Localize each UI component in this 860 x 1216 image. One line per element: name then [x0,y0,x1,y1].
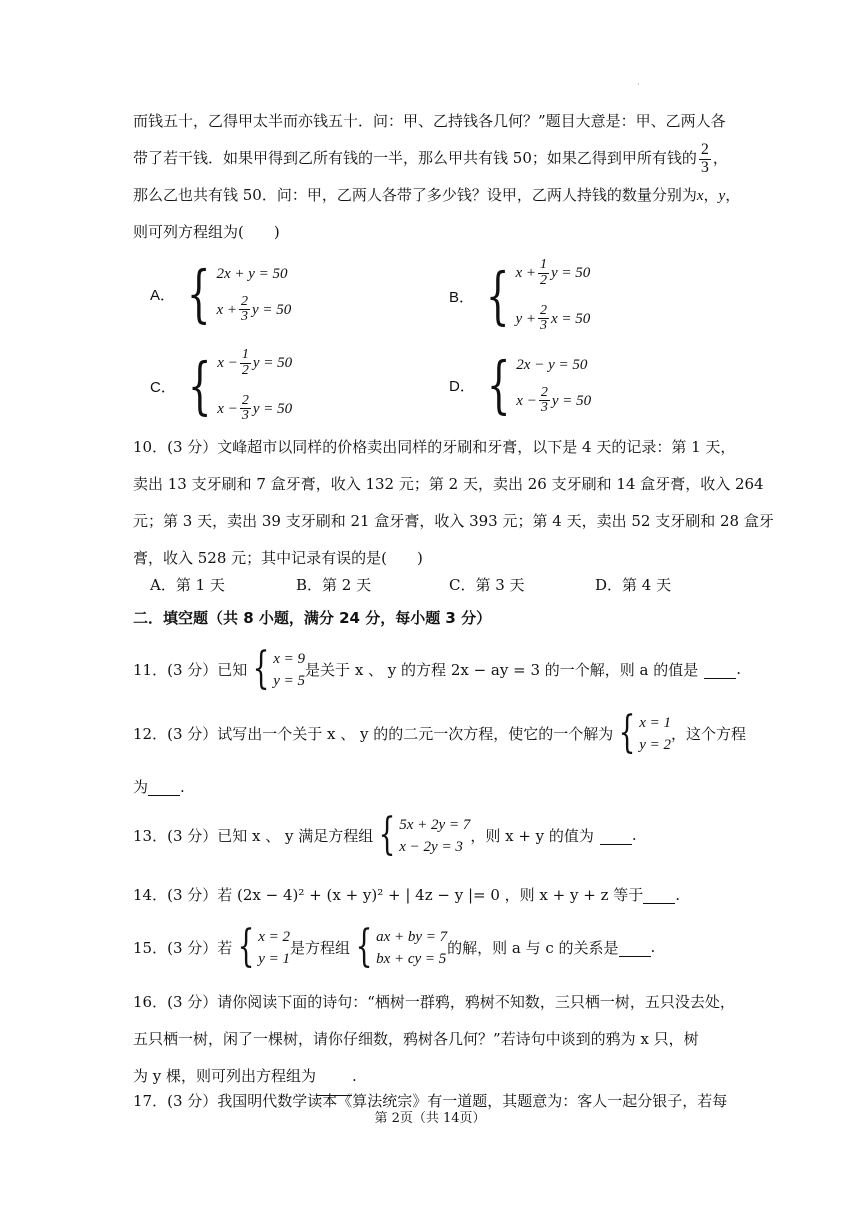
equation-system: { 5x + 2y = 7 x − 2y = 3 [378,809,471,861]
text-line: 而钱五十，乙得甲太半而亦钱五十．问：甲、乙持钱各几何？”题目大意是：甲、乙两人各 [133,112,726,130]
option-d: D． { 2x − y = 50 x − $\frac{2}{3}$ y = 50 [449,348,592,422]
equation-system: { x = 9 y = 5 [252,643,306,695]
text-line: 10．(3 分）文峰超市以同样的价格卖出同样的牙刷和牙膏，以下是 4 天的记录：第 1 天， [133,438,736,456]
question-16-text [133,984,733,1095]
answer-blank[interactable] [148,777,180,796]
equation-system: { ax + by = 7 bx + cy = 5 [355,921,448,973]
question-13: 13．(3 分）已知 x 、 y 满足方程组 { 5x + 2y = 7 x − 2y = 3 ，则 x + y 的值为 . [133,809,637,861]
equation-system: { x = 2 y = 1 [237,921,291,973]
text-line: 元；第 3 天，卖出 39 支牙刷和 21 盒牙膏，收入 393 元；第 4 天，卖出 52 支牙刷和 28 盒牙 [133,512,774,530]
question-10-text [133,429,774,577]
scan-dot: · [637,80,640,89]
option-c: C． { x − $\frac{1}{2}$ y = 50 x − $\frac{2}{3}$ y = 50 [150,347,293,424]
q10-option-d: D．第 4 天 [595,576,672,594]
equation-system: { x + $\frac{1}{2}$ y = 50 y + $\frac{2}{3}$ x = 50 [485,257,591,334]
fraction-two-thirds: $\frac{2}{3}$ [700,140,709,176]
text-line: 为 y 棵，则可列出方程组为 . [133,1058,733,1095]
text-line: 16．(3 分）请你阅读下面的诗句：“栖树一群鸦，鸦树不知数，三只栖一树，五只没去处， [133,993,735,1011]
text-line: 膏，收入 528 元；其中记录有误的是( ) [133,549,423,567]
equation-system: { 2x − y = 50 x − $\frac{2}{3}$ y = 50 [486,348,592,422]
q10-option-b: B．第 2 天 [296,576,372,594]
option-a: A． { 2x + y = 50 x + $\frac{2}{3}$ y = 50 [150,257,292,331]
answer-blank[interactable] [600,826,632,845]
answer-blank[interactable] [643,885,675,904]
equation-system: { 2x + y = 50 x + $\frac{2}{3}$ y = 50 [186,257,292,331]
question-14: 14．(3 分）若 (2x − 4)² + (x + y)² + | 4z − y |= 0 ，则 x + y + z 等于 . [133,885,681,904]
question-9-text [133,103,741,251]
text-line: 则可列方程组为( ) [133,223,280,241]
question-11: 11．(3 分）已知 { x = 9 y = 5 是关于 x 、 y 的方程 2x − ay = 3 的一个解，则 a 的值是 . [133,643,742,695]
section-heading: 二．填空题（共 8 小题，满分 24 分，每小题 3 分） [133,609,492,627]
text-line: 那么乙也共有钱 50．问：甲，乙两人各带了多少钱？设甲，乙两人持钱的数量分别为x，y， [133,186,741,204]
text-line: 17．(3 分）我国明代数学读本《算法统宗》有一道题，其题意为：客人一起分银子，若每 [133,1092,728,1110]
text-line: 五只栖一树，闲了一棵树，请你仔细数，鸦树各几何？”若诗句中谈到的鸦为 x 只，树 [133,1030,699,1048]
question-15: 15．(3 分）若 { x = 2 y = 1 是方程组 { ax + by = 7 bx + cy = 5 的解，则 a 与 c 的关系是 . [133,921,656,973]
page-footer: 第 2页（共 14页） [374,1111,486,1126]
q10-option-c: C．第 3 天 [449,576,525,594]
question-12-line2: 为 . [133,777,185,796]
equation-system: { x = 1 y = 2 [618,707,672,759]
question-12: 12．(3 分）试写出一个关于 x 、 y 的的二元一次方程，使它的一个解为 { x = 1 y = 2 ，这个方程 [133,707,747,759]
answer-blank[interactable] [704,660,736,679]
equation-system: { x − $\frac{1}{2}$ y = 50 x − $\frac{2}{3}$ y = 50 [187,347,293,424]
q10-option-a: A．第 1 天 [150,576,225,594]
answer-blank[interactable] [619,938,651,957]
text-line: 卖出 13 支牙刷和 7 盒牙膏，收入 132 元；第 2 天，卖出 26 支牙刷和 14 盒牙膏，收入 264 [133,475,764,493]
option-b: B． { x + $\frac{1}{2}$ y = 50 y + $\frac{2}{3}$ x = 50 [449,257,591,334]
text-line: 带了若干钱．如果甲得到乙所有钱的一半，那么甲共有钱 50；如果乙得到甲所有钱的 $\frac{2}{3}$ ， [133,140,728,176]
